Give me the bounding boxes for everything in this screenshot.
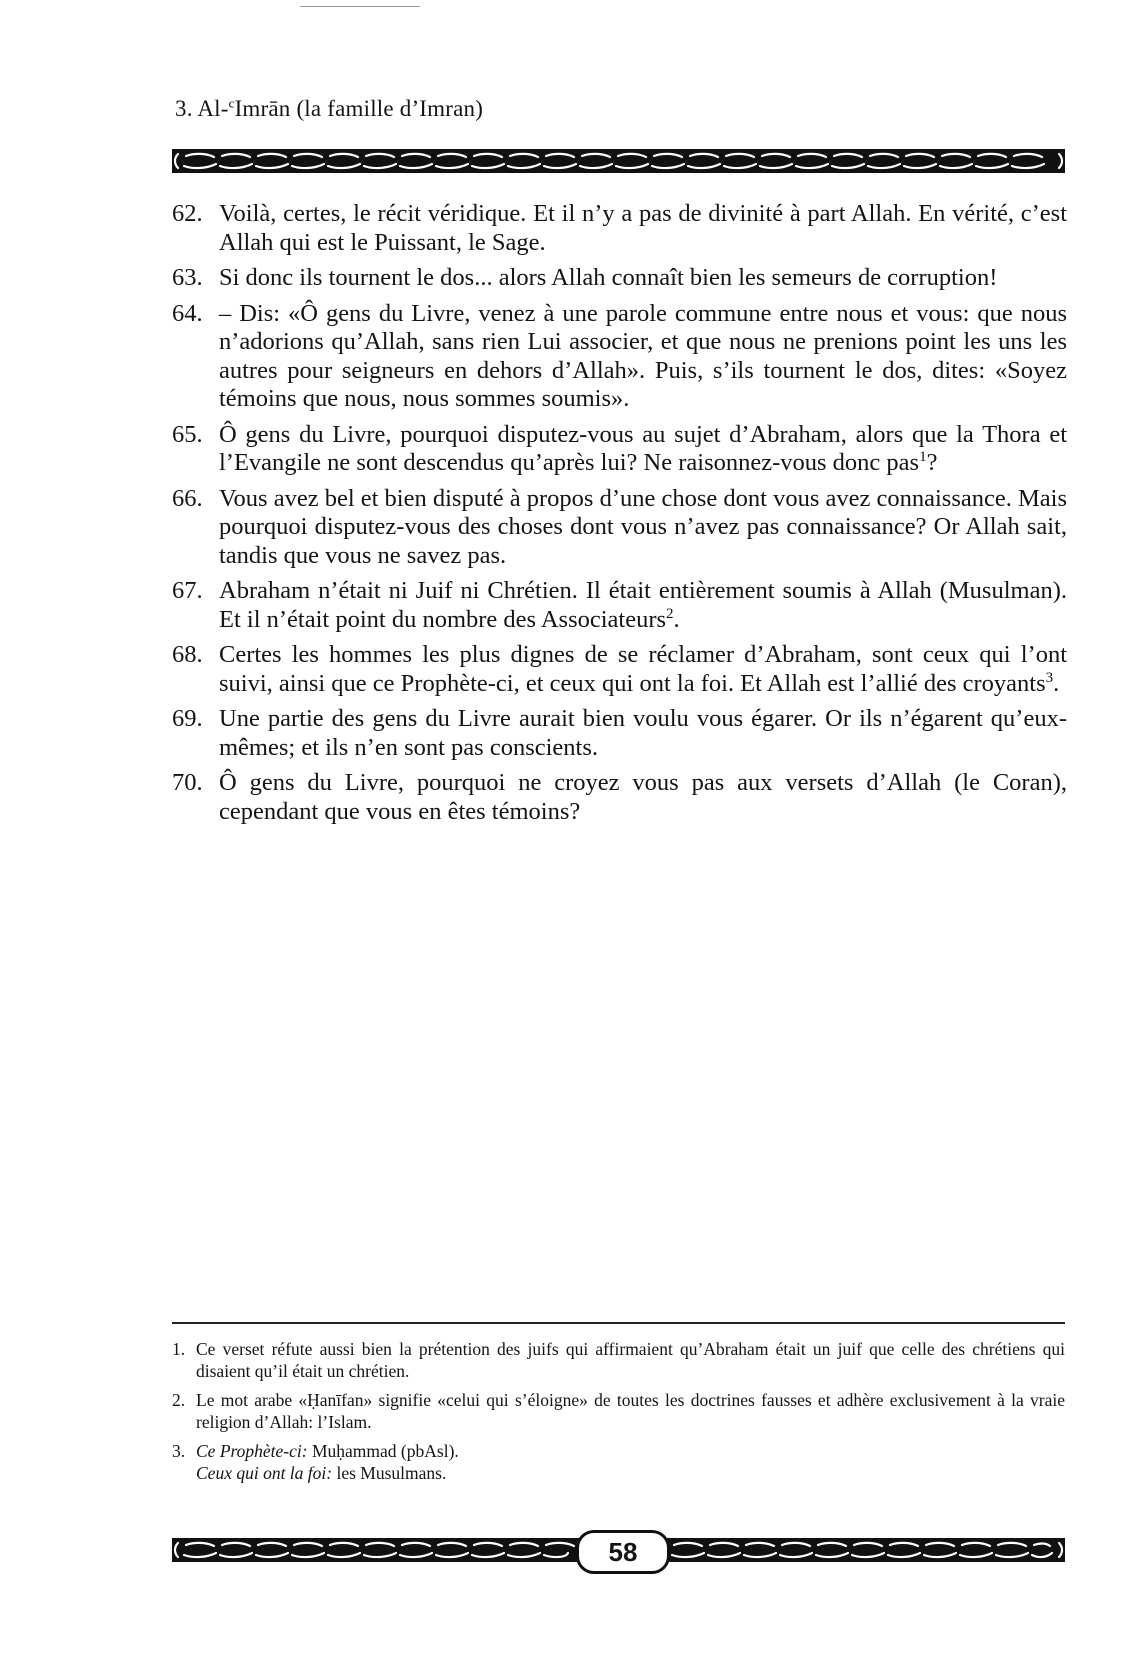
verse-62: 62. Voilà, certes, le récit véridique. Et il n’y a pas de divinité à part Allah. En vérité, c’est Allah qui est le Puissant, le Sage. [172, 200, 1067, 256]
verse-text: Abraham n’était ni Juif ni Chrétien. Il était entièrement soumis à Allah (Musulman). Et il n’était point du nombre des Associateurs [219, 577, 1067, 633]
verse-64: 64. – Dis: «Ô gens du Livre, venez à une parole commune entre nous et vous: que nous n’adorions qu’Allah, sans rien Lui associer, et que nous ne prenions point les uns les autres pour seigneurs en dehors d’Allah». Puis, s’ils tournent le dos, dites: «Soyez témoins que nous, nous sommes soumis». [172, 299, 1067, 412]
footnote-3: 3. Ce Prophète-ci: Muḥammad (pbAsl). Ceux qui ont la foi: les Musulmans. [172, 1441, 459, 1483]
footnote-ref-3: 3 [1045, 669, 1054, 686]
verse-63: 63. Si donc ils tournent le dos... alors Allah connaît bien les semeurs de corruption! [172, 264, 998, 291]
top-scan-rule [300, 6, 420, 7]
footnote-def: Muḥammad (pbAsl). [307, 1441, 459, 1461]
verses-list [172, 200, 1067, 833]
verse-67: 67. Abraham n’était ni Juif ni Chrétien. Il était entièrement soumis à Allah (Musulman). Et il n’était point du nombre des Associateurs$^2$. [172, 577, 1067, 633]
footnote-term: Ceux qui ont la foi: [196, 1463, 333, 1483]
verse-68: 68. Certes les hommes les plus dignes de se réclamer d’Abraham, sont ceux qui l’ont suivi, ainsi que ce Prophète-ci, et ceux qui ont la foi. Et Allah est l’allié des croyants$^3$. [172, 641, 1067, 697]
footnote-1: 1. Ce verset réfute aussi bien la prétention des juifs qui affirmaient qu’Abraham était un juif que celle des chrétiens qui disaient qu’il était un chrétien. [172, 1339, 1065, 1381]
verse-69: 69. Une partie des gens du Livre aurait bien voulu vous égarer. Or ils n’égarent qu’eux-mêmes; et ils n’en sont pas conscients. [172, 705, 1067, 761]
footnote-ref-2: 2 [666, 605, 674, 622]
footnote-def: les Musulmans. [332, 1463, 447, 1483]
footnote-2: 2. Le mot arabe «Ḥanīfan» signifie «celui qui s’éloigne» de toutes les doctrines fausses et adhère exclusivement à la vraie religion d’Allah: l’Islam. [172, 1390, 1065, 1432]
verse-66: 66. Vous avez bel et bien disputé à propos d’une chose dont vous avez connaissance. Mais pourquoi disputez-vous des choses dont vous n’avez pas connaissance? Or Allah sait, tandis que vous ne savez pas. [172, 484, 1067, 569]
verse-tail: ? [926, 449, 938, 476]
footnote-divider [172, 1322, 1065, 1324]
verse-tail: . [1053, 669, 1060, 697]
page-number: 58 [576, 1530, 670, 1574]
verse-70: 70. Ô gens du Livre, pourquoi ne croyez vous pas aux versets d’Allah (le Coran), cependant que vous en êtes témoins? [172, 769, 1067, 825]
footnote-ref-1: 1 [919, 448, 927, 465]
chapter-header: 3. Al-$^c$Imrān (la famille d’Imran) [175, 95, 484, 121]
footnotes [172, 1338, 1065, 1491]
verse-tail: . [673, 605, 680, 633]
verse-text: Ô gens du Livre, pourquoi disputez-vous au sujet d’Abraham, alors que la Thora et l’Evangile ne sont descendus qu’après lui? Ne raisonnez-vous donc pas [219, 420, 1067, 476]
verse-text: Certes les hommes les plus dignes de se réclamer d’Abraham, sont ceux qui l’ont suivi, ainsi que ce Prophète-ci, et ceux qui ont la foi. Et Allah est l’allié des croyants [219, 641, 1067, 697]
top-ornament-band [172, 149, 1065, 173]
footnote-term: Ce Prophète-ci: [196, 1441, 308, 1461]
verse-65: 65. Ô gens du Livre, pourquoi disputez-vous au sujet d’Abraham, alors que la Thora et l’Evangile ne sont descendus qu’après lui? Ne raisonnez-vous donc pas$^1$? [172, 420, 1067, 476]
